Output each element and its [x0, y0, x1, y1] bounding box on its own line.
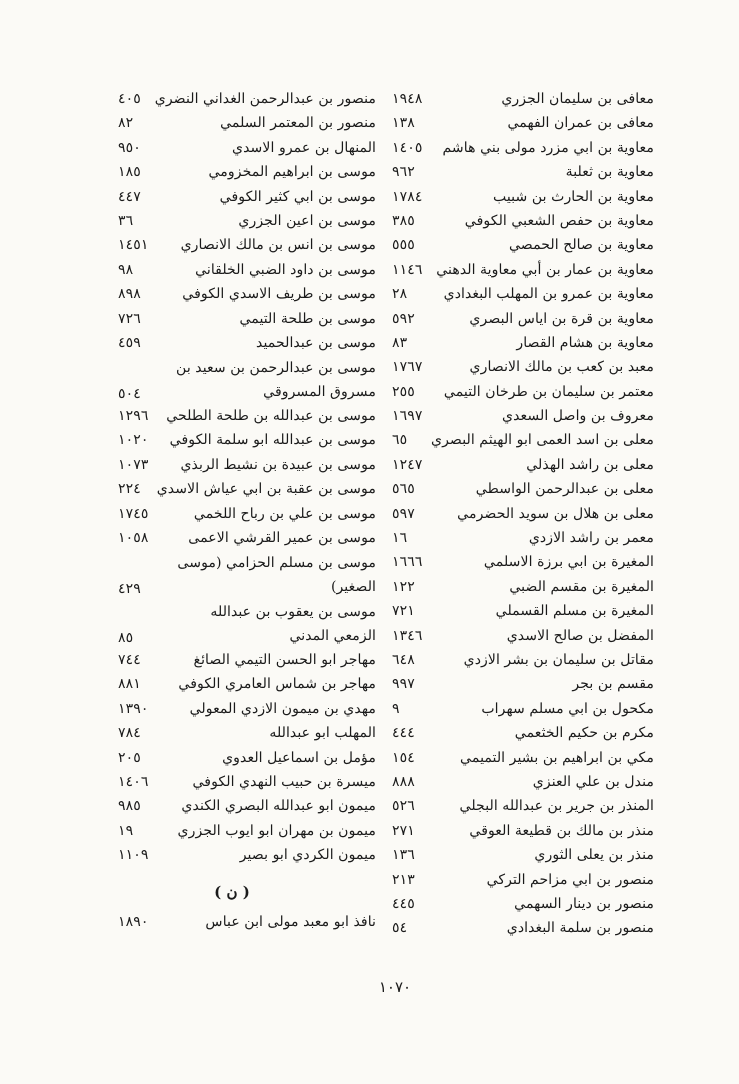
index-entry [392, 698, 654, 722]
entry-name: معاوية بن ابي مزرد مولى بني هاشم [442, 139, 654, 156]
index-entry [392, 332, 654, 356]
entry-name: مهاجر ابو الحسن التيمي الصائغ [193, 652, 376, 669]
index-entry [118, 308, 376, 332]
entry-page-number: ٩ [392, 700, 400, 717]
entry-page-number: ٩٩٧ [392, 676, 415, 693]
entry-name: المهلب ابو عبدالله [269, 725, 376, 742]
index-entry [118, 283, 376, 307]
entry-name: منذر بن يعلى الثوري [534, 847, 654, 864]
entry-name: مكرم بن حكيم الخثعمي [514, 725, 654, 742]
index-entry [392, 649, 654, 673]
index-entry [118, 722, 376, 746]
entry-name: موسى بن عبدالله ابو سلمة الكوفي [169, 432, 376, 449]
entry-name: مكحول بن ابي مسلم سهراب [481, 700, 654, 717]
index-entry [118, 551, 376, 600]
index-entry [118, 88, 376, 112]
entry-name: معاوية بن حفص الشعبي الكوفي [464, 212, 654, 229]
entry-page-number: ٥٤ [392, 920, 408, 937]
index-entry [392, 186, 654, 210]
index-entry [392, 259, 654, 283]
entry-page-number: ٥٥٥ [392, 237, 415, 254]
index-entry [118, 112, 376, 136]
entry-page-number: ٤٥٩ [118, 334, 141, 351]
index-entry [392, 137, 654, 161]
entry-name: منصور بن دينار السهمي [514, 895, 654, 912]
entry-name: مهدي بن ميمون الازدي المعولي [189, 700, 376, 717]
entry-name: موسى بن طريف الاسدي الكوفي [182, 286, 376, 303]
entry-page-number: ٢٠٥ [118, 749, 141, 766]
index-entry [118, 649, 376, 673]
index-entry [392, 381, 654, 405]
index-entry [392, 308, 654, 332]
entry-page-number: ١٣٤٦ [392, 627, 423, 644]
index-entry [118, 911, 376, 935]
entry-page-number: ٨٨٨ [392, 773, 415, 790]
entry-name: موسى بن عبدالله بن طلحة الطلحي [166, 408, 376, 425]
index-entry [118, 673, 376, 697]
entry-page-number: ١٧٨٤ [392, 188, 423, 205]
entry-name: معمر بن راشد الازدي [528, 530, 654, 547]
entry-page-number: ١٠٢٠ [118, 432, 149, 449]
index-entry [392, 112, 654, 136]
entry-page-number: ٤٤٧ [118, 188, 141, 205]
entry-name: نافذ ابو معبد مولى ابن عباس [205, 913, 376, 930]
index-entry [392, 795, 654, 819]
entry-name: مؤمل بن اسماعيل العدوي [222, 749, 376, 766]
entry-name: موسى بن اعين الجزري [238, 212, 376, 229]
entry-page-number: ٢٨ [392, 286, 408, 303]
index-entry [392, 454, 654, 478]
index-entry [392, 820, 654, 844]
entry-page-number: ٧٨٤ [118, 725, 141, 742]
entry-name: موسى بن عبدالرحمن بن سعيد بن مسروق المسروقي [176, 360, 376, 401]
index-entry [118, 771, 376, 795]
index-entry [118, 747, 376, 771]
index-entry [392, 600, 654, 624]
index-entry [392, 917, 654, 941]
index-entry [118, 186, 376, 210]
index-entry [118, 161, 376, 185]
entry-name: موسى بن داود الضبي الخلقاني [195, 261, 376, 278]
entry-page-number: ٤٤٤ [392, 725, 415, 742]
entry-name: المفضل بن صالح الاسدي [506, 627, 654, 644]
entry-page-number: ٥٩٢ [392, 310, 415, 327]
index-entry [118, 234, 376, 258]
entry-name: ميمون الكردي ابو بصير [239, 847, 376, 864]
entry-page-number: ١٣٩٠ [118, 700, 149, 717]
entry-name: معاوية بن عمار بن أبي معاوية الدهني [436, 261, 654, 278]
index-entry [392, 234, 654, 258]
index-entry [392, 722, 654, 746]
entry-name: معاوية بن صالح الحمصي [508, 237, 654, 254]
entry-name: معاوية بن قرة بن اياس البصري [469, 310, 654, 327]
index-column-left [118, 88, 376, 968]
index-entry [392, 283, 654, 307]
index-entry [392, 405, 654, 429]
entry-page-number: ١٦٦٦ [392, 554, 423, 571]
index-entry [392, 527, 654, 551]
entry-page-number: ١٩ [118, 822, 134, 839]
index-entry [392, 356, 654, 380]
entry-name: معروف بن واصل السعدي [501, 408, 654, 425]
entry-page-number: ٨٩٨ [118, 286, 141, 303]
entry-name: مهاجر بن شماس العامري الكوفي [178, 676, 376, 693]
entry-page-number: ٨٨١ [118, 676, 141, 693]
entry-name: معلى بن راشد الهذلي [526, 456, 654, 473]
entry-name: المغيرة بن ابي برزة الاسلمي [483, 554, 654, 571]
entry-page-number: ١٧٤٥ [118, 505, 149, 522]
entry-name: موسى بن عبيدة بن نشيط الربذي [180, 456, 376, 473]
entry-page-number: ١٦ [392, 530, 408, 547]
entry-page-number: ١٨٩٠ [118, 913, 149, 930]
entry-name: موسى بن مسلم الحزامي (موسى الصغير) [177, 555, 376, 596]
entry-name: ميمون ابو عبدالله البصري الكندي [181, 798, 376, 815]
entry-page-number: ٦٤٨ [392, 651, 415, 668]
index-entry [118, 429, 376, 453]
entry-page-number: ٥٩٧ [392, 505, 415, 522]
index-column-right [392, 88, 654, 968]
entry-page-number: ٢٢٤ [118, 481, 141, 498]
index-entry [118, 478, 376, 502]
entry-page-number: ١٣٨ [392, 115, 415, 132]
entry-page-number: ٩٨٥ [118, 798, 141, 815]
index-entry [392, 478, 654, 502]
entry-page-number: ١٦٩٧ [392, 408, 423, 425]
index-entry [392, 625, 654, 649]
entry-name: منذر بن مالك بن قطيعة العوقي [469, 822, 654, 839]
index-entry [118, 137, 376, 161]
entry-name: معبد بن كعب بن مالك الانصاري [469, 359, 654, 376]
entry-page-number: ٨٣ [392, 334, 408, 351]
index-entry [392, 771, 654, 795]
entry-name: موسى بن علي بن رباح اللخمي [193, 505, 376, 522]
index-entry [392, 210, 654, 234]
entry-page-number: ١٢٤٧ [392, 456, 423, 473]
index-entry [118, 795, 376, 819]
entry-name: منصور بن عبدالرحمن الغداني النضري [154, 91, 376, 107]
entry-name: موسى بن ابي كثير الكوفي [219, 188, 376, 205]
entry-page-number: ١٠٥٨ [118, 530, 149, 547]
entry-page-number: ١٤٠٥ [392, 139, 423, 156]
page-number: ١٠٧٠ [378, 978, 412, 996]
entry-page-number: ٢٧١ [392, 822, 415, 839]
entry-page-number: ١٥٤ [392, 749, 415, 766]
index-entry [118, 698, 376, 722]
entry-page-number: ١٤٥١ [118, 237, 149, 254]
entry-name: معلى بن اسد العمى ابو الهيثم البصري [431, 432, 654, 449]
entry-page-number: ٢١٣ [392, 871, 415, 888]
entry-name: معلى بن عبدالرحمن الواسطي [475, 481, 654, 498]
entry-name: المنهال بن عمرو الاسدي [231, 139, 376, 156]
entry-name: معلى بن هلال بن سويد الحضرمي [457, 505, 654, 522]
entry-name: معافى بن عمران الفهمي [507, 115, 654, 132]
section-letter-heading: ( ن ) [214, 882, 250, 901]
entry-name: المغيرة بن مسلم القسملي [495, 603, 654, 620]
entry-page-number: ١٤٠٦ [118, 773, 149, 790]
entry-name: موسى بن عمير القرشي الاعمى [188, 530, 376, 547]
entry-name: معافى بن سليمان الجزري [501, 91, 654, 107]
index-entry [392, 747, 654, 771]
entry-page-number: ٤٤٥ [392, 895, 415, 912]
entry-page-number: ١٧٦٧ [392, 359, 423, 376]
entry-name: موسى بن طلحة التيمي [239, 310, 376, 327]
entry-name: منصور بن ابي مزاحم التركي [486, 871, 654, 888]
entry-page-number: ٤٢٩ [118, 581, 141, 598]
index-entry [392, 893, 654, 917]
index-entry [118, 503, 376, 527]
entry-name: موسى بن عبدالحميد [256, 334, 376, 351]
entry-name: ميمون بن مهران ابو ايوب الجزري [177, 822, 376, 839]
entry-name: موسى بن انس بن مالك الانصاري [180, 237, 376, 254]
entry-name: موسى بن ابراهيم المخزومي [208, 164, 376, 181]
index-entry [392, 576, 654, 600]
entry-name: معاوية بن ثعلبة [565, 164, 654, 181]
entry-name: المنذر بن جرير بن عبدالله البجلي [459, 798, 654, 815]
index-entry [118, 454, 376, 478]
entry-name: معاوية بن هشام القصار [516, 334, 654, 351]
entry-name: معتمر بن سليمان بن طرخان التيمي [443, 383, 654, 400]
entry-page-number: ١٩٤٨ [392, 91, 423, 107]
index-entry [392, 503, 654, 527]
entry-page-number: ٥٦٥ [392, 481, 415, 498]
entry-name: معاوية بن الحارث بن شبيب [492, 188, 654, 205]
entry-page-number: ٣٨٥ [392, 212, 415, 229]
entry-page-number: ٧٢٦ [118, 310, 141, 327]
entry-page-number: ١٠٧٣ [118, 456, 149, 473]
entry-page-number: ٣٦ [118, 212, 134, 229]
index-entry [392, 161, 654, 185]
entry-page-number: ٥٠٤ [118, 386, 141, 403]
entry-page-number: ٩٦٢ [392, 164, 415, 181]
index-entry [118, 356, 376, 405]
entry-page-number: ٧٢١ [392, 603, 415, 620]
index-entry [392, 429, 654, 453]
entry-name: مندل بن علي العنزي [532, 773, 654, 790]
entry-name: معاوية بن عمرو بن المهلب البغدادي [443, 286, 654, 303]
entry-name: مقسم بن بجر [572, 676, 654, 693]
index-entry [392, 844, 654, 868]
entry-page-number: ١٢٢ [392, 578, 415, 595]
entry-page-number: ٤٠٥ [118, 91, 141, 107]
index-entry [118, 820, 376, 844]
entry-page-number: ٨٢ [118, 115, 134, 132]
entry-page-number: ١١٤٦ [392, 261, 423, 278]
index-entry [392, 88, 654, 112]
index-entry [118, 600, 376, 649]
index-entry [118, 210, 376, 234]
index-entry [118, 332, 376, 356]
entry-page-number: ١١٠٩ [118, 847, 149, 864]
entry-name: مكي بن ابراهيم بن بشير التميمي [460, 749, 654, 766]
entry-page-number: ٥٢٦ [392, 798, 415, 815]
entry-page-number: ٦٥ [392, 432, 408, 449]
entry-page-number: ٧٤٤ [118, 652, 141, 669]
entry-page-number: ١٨٥ [118, 164, 141, 181]
entry-name: منصور بن المعتمر السلمي [220, 115, 376, 132]
entry-page-number: ٩٥٠ [118, 139, 141, 156]
entry-page-number: ٩٨ [118, 261, 134, 278]
index-entry [118, 405, 376, 429]
entry-name: المغيرة بن مقسم الضبي [509, 578, 654, 595]
entry-page-number: ٨٥ [118, 630, 134, 647]
index-entry [392, 673, 654, 697]
index-entry [392, 551, 654, 575]
index-entry [118, 527, 376, 551]
entry-name: مقاتل بن سليمان بن بشر الازدي [463, 651, 654, 668]
entry-name: موسى بن عقبة بن ابي عياش الاسدي [156, 481, 376, 498]
index-entry [118, 844, 376, 868]
entry-name: منصور بن سلمة البغدادي [506, 920, 654, 937]
entry-page-number: ١٣٦ [392, 847, 415, 864]
index-entry [392, 869, 654, 893]
index-entry [118, 259, 376, 283]
entry-page-number: ٢٥٥ [392, 383, 415, 400]
entry-name: ميسرة بن حبيب النهدي الكوفي [192, 773, 376, 790]
entry-page-number: ١٢٩٦ [118, 408, 149, 425]
entry-name: موسى بن يعقوب بن عبدالله الزمعي المدني [210, 604, 376, 645]
